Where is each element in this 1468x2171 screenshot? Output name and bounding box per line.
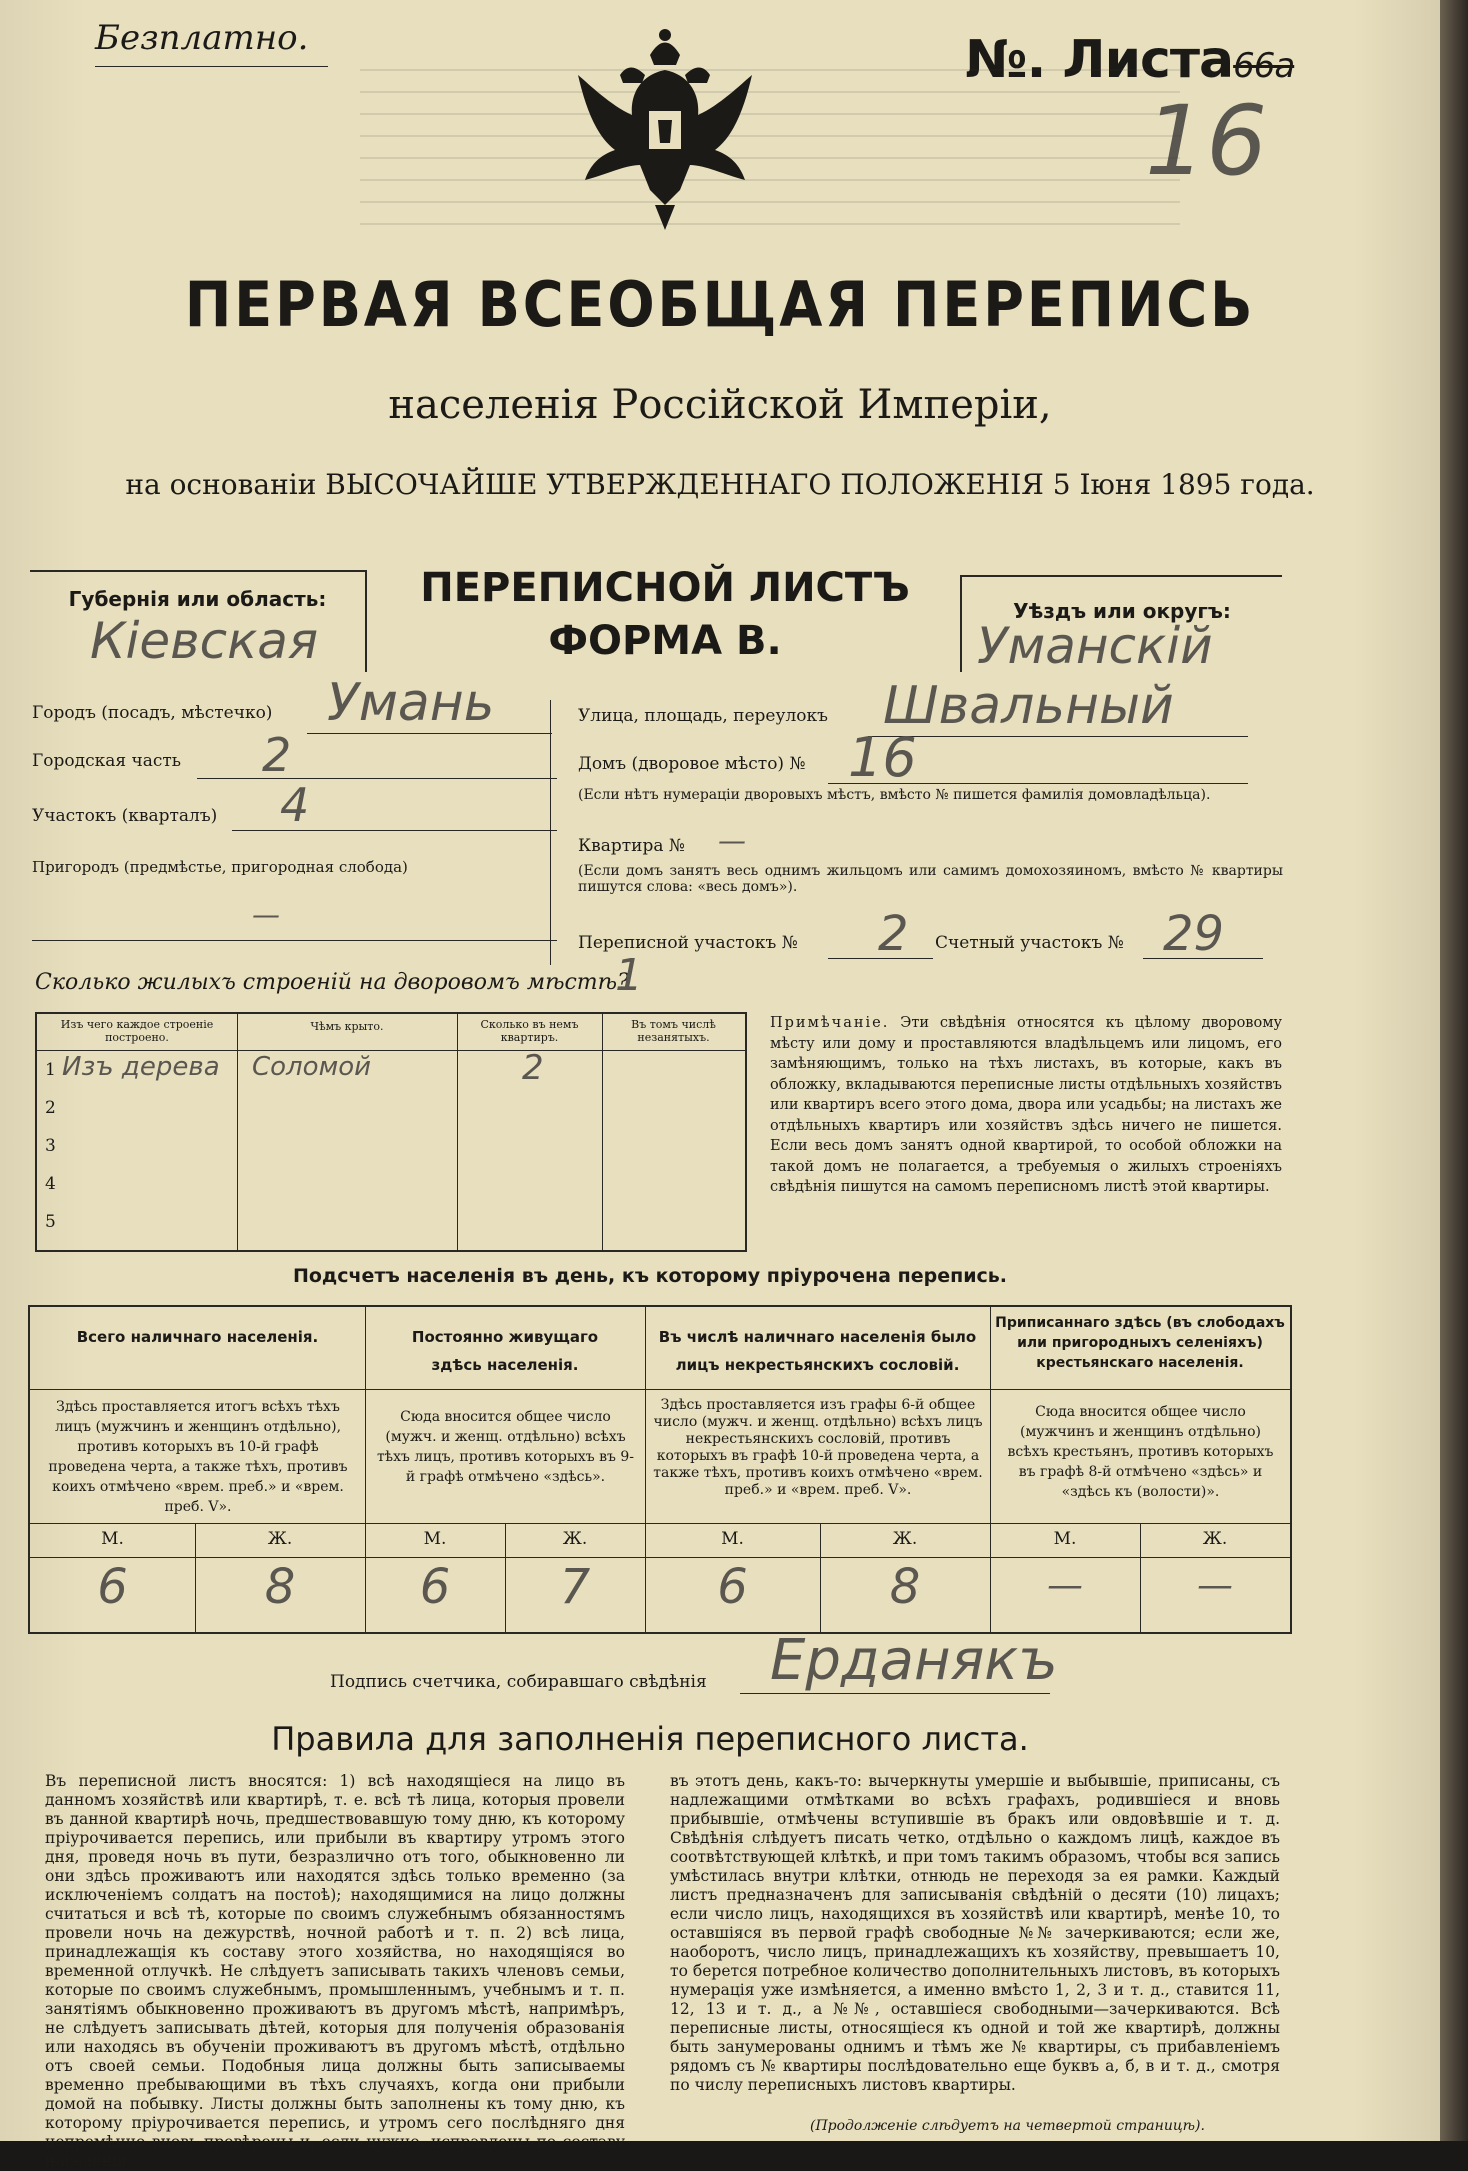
f-label: Ж.	[267, 1529, 293, 1549]
f-label: Ж.	[892, 1529, 918, 1549]
table-row: 3	[45, 1136, 56, 1156]
district-label: Участокъ (кварталъ)	[32, 806, 218, 826]
count-value: —	[1047, 1565, 1083, 1606]
legal-basis: на основаніи ВЫСОЧАЙШЕ УТВЕРЖДЕННАГО ПОЛОЖЕНІЯ 5 Іюня 1895 года.	[125, 468, 1315, 501]
gubernia-box	[30, 570, 367, 672]
count-value: 7	[559, 1559, 591, 1615]
f-label: Ж.	[562, 1529, 588, 1549]
rules-title: Правила для заполненія переписного листа.	[271, 1720, 1029, 1758]
uezd-label: Уѣздъ или округъ:	[1013, 599, 1231, 623]
buildings-header-apartments: Сколько въ немъ квартиръ.	[480, 1018, 579, 1044]
counts-table	[28, 1305, 1292, 1634]
gubernia-value: Кіевская	[90, 612, 319, 670]
rules-column-1: Въ переписной листъ вносятся: 1) всѣ находящіеся на лицо въ данномъ хозяйствѣ или квартирѣ, т. е. всѣ тѣ лица, которыя провели въ данной квартирѣ ночь, предшествовавшую тому дню, къ которому пріурочивается перепись, или прибыли въ квартиру утромъ этого дня, проведя ночь въ пути, безразлично отъ того, обыкновенно ли они здѣсь проживаютъ или находятся здѣсь только временно (за исключеніемъ солдатъ на постоѣ); находящимися на лицо должны считаться и всѣ тѣ, которые по своимъ служебнымъ обязанностямъ провели ночь на дежурствѣ, ночной работѣ и т. п. 2) всѣ лица, принадлежащія къ составу этого хозяйства, но находящіяся во временной отлучкѣ. Не слѣдуетъ записывать такихъ членовъ семьи, которые по своимъ служебнымъ, промышленнымъ, учебнымъ и т. п. занятіямъ обыкновенно проживаютъ въ другомъ мѣстѣ, напримѣръ, не слѣдуетъ записывать дѣтей, которыя для полученія образованія или находясь въ обученіи проживаютъ въ другомъ мѣстѣ, отдѣльно отъ своей семьи. Подобныя лица должны быть записываемы временно пребывающими въ тѣхъ случаяхъ, когда они прибыли домой на побывку. Листы должны быть заполнены къ тому дню, къ которому пріурочивается перепись, и утромъ сего послѣдняго дня непремѣнно вновь провѣрены и, если нужно, исправлены по составу населенія	[45, 1772, 625, 2170]
free-label: Безплатно.	[95, 18, 309, 58]
count-desc-resident: Сюда вносится общее число (мужч. и женщ. отдѣльно) всѣхъ тѣхъ лицъ, противъ которыхъ въ 9-й графѣ отмѣчено «здѣсь».	[376, 1409, 635, 1485]
apartment-note: (Если домъ занятъ весь однимъ жильцомъ или самимъ домохозяиномъ, вмѣсто № квартиры пишутся слова: «весь домъ»).	[578, 863, 1283, 895]
city-part-value: 2	[262, 728, 292, 782]
district-value: 4	[280, 778, 310, 832]
house-value: 16	[848, 726, 917, 789]
house-note: (Если нѣтъ нумераціи дворовыхъ мѣстъ, вмѣсто № пишется фамилія домовладѣльца).	[578, 787, 1211, 803]
count-value: 6	[717, 1559, 748, 1615]
count-desc-present: Здѣсь проставляется итогъ всѣхъ тѣхъ лицъ (мужчинъ и женщинъ отдѣльно), противъ которыхъ въ 10-й графѣ проведена черта, а также тѣхъ, противъ коихъ отмѣчено «врем. преб.» и «врем. преб. V».	[48, 1399, 348, 1515]
count-desc-non-peasant: Здѣсь проставляется изъ графы 6-й общее число (мужч. и женщ. отдѣльно) всѣхъ лицъ некрестьянскихъ сословій, противъ которыхъ въ графѣ 10-й проведена черта, а также тѣхъ, противъ коихъ отмѣчено «врем. преб.» и «врем. преб. V».	[653, 1397, 983, 1498]
buildings-question: Сколько жилыхъ строеній на дворовомъ мѣстѣ?	[35, 970, 629, 995]
count-header-non-peasant: Въ числѣ наличнаго населенія было лицъ некрестьянскихъ сословій.	[658, 1328, 977, 1374]
scan-edge	[1440, 0, 1468, 2141]
table-row: 1 Изъ дерева Соломой 2	[45, 1048, 544, 1088]
address-right	[578, 676, 1298, 968]
house-label: Домъ (дворовое мѣсто) №	[578, 754, 806, 774]
count-value: 6	[419, 1559, 451, 1615]
counts-title: Подсчетъ населенія въ день, къ которому пріурочена перепись.	[292, 1265, 1008, 1287]
page-title: ПЕРВАЯ ВСЕОБЩАЯ ПЕРЕПИСЬ	[184, 268, 1256, 341]
table-row: 2	[45, 1098, 56, 1118]
address-left	[32, 673, 532, 968]
signature-label: Подпись счетчика, собиравшаго свѣдѣнія	[330, 1672, 707, 1692]
count-header-peasant: Приписаннаго здѣсь (въ слободахъ или пригородныхъ селеніяхъ) крестьянскаго населенія.	[995, 1315, 1285, 1371]
bleed-through-text	[360, 65, 1180, 225]
suburb-value: —	[252, 898, 280, 931]
sheet-number-handwritten: 16	[1145, 85, 1268, 197]
m-label: М.	[721, 1529, 744, 1549]
buildings-header-roof: Чѣмъ крыто.	[310, 1020, 384, 1033]
signature-value: Ерданякъ	[770, 1628, 1058, 1693]
rules-column-2: въ этотъ день, какъ-то: вычеркнуты умершіе и выбывшіе, приписаны, съ надлежащими отмѣтками во всѣхъ графахъ, родившіеся и вновь прибывшіе, отмѣчены вступившіе въ бракъ или овдовѣвшіе и т. д. Свѣдѣнія слѣдуетъ писать четко, отдѣльно о каждомъ лицѣ, каждое въ соотвѣтствующей клѣткѣ, и при томъ такимъ образомъ, чтобы вся запись умѣстилась внутри клѣтки, отнюдь не переходя за ея рамки. Каждый листъ предназначенъ для записыванія свѣдѣній о десяти (10) лицахъ; если число лицъ, находящихся въ хозяйствѣ или квартирѣ, менѣе 10, то оставшіяся въ первой графѣ свободные №№ зачеркиваются; если же, наоборотъ, число лицъ, принадлежащихъ къ хозяйству, превышаетъ 10, то берется потребное количество дополнительныхъ листовъ, въ которыхъ нумерація уже измѣняется, а именно вмѣсто 1, 2, 3 и т. д., ставится 11, 12, 13 и т. д., а №№, оставшіеся свободными—зачеркиваются. Всѣ переписные листы, относящіеся къ одной и той же квартирѣ, должны быть занумерованы однимъ и тѣмъ же № квартиры, съ прибавленіемъ рядомъ съ № квартиры послѣдовательно еще буквъ а, б, в и т. д., смотря по числу переписныхъ листовъ квартиры.	[670, 1772, 1280, 2094]
count-value: 8	[264, 1559, 296, 1615]
apartment-value: —	[718, 824, 746, 857]
gubernia-label: Губернія или область:	[68, 587, 327, 611]
count-value: —	[1197, 1565, 1233, 1606]
buildings-note: Примѣчаніе. Эти свѣдѣнія относятся къ цѣлому дворовому мѣсту или дому и проставляются владѣльцемъ или лицомъ, его замѣняющимъ, только на тѣхъ листахъ, въ которые, какъ въ обложку, вкладываются переписные листы отдѣльныхъ хозяйствъ или квартиръ всего этого дома, двора или усадьбы; на листахъ же отдѣльныхъ квартиръ или хозяйствъ здѣсь ничего не пишется. Если весь домъ занятъ одной квартирой, то особой обложки на такой домъ не полагается, а требуемыя о жилыхъ строеніяхъ свѣдѣнія пишутся на самомъ переписномъ листѣ этой квартиры.	[770, 1015, 1283, 1195]
count-area-value: 29	[1163, 906, 1225, 962]
city-label: Городъ (посадъ, мѣстечко)	[32, 703, 273, 723]
m-label: М.	[423, 1529, 447, 1549]
form-name: ПЕРЕПИСНОЙ ЛИСТЪ	[420, 565, 910, 611]
uezd-value: Уманскій	[977, 617, 1213, 675]
form-letter: ФОРМА В.	[548, 618, 782, 664]
imperial-eagle-icon	[570, 15, 760, 240]
rules-continued: (Продолженіе слѣдуетъ на четвертой страницѣ).	[810, 2118, 1205, 2134]
suburb-label: Пригородъ (предмѣстье, пригородная слобода)	[32, 858, 408, 876]
buildings-header-material: Изъ чего каждое строеніе построено.	[60, 1018, 214, 1044]
buildings-table	[35, 1012, 747, 1252]
uezd-box	[960, 575, 1282, 675]
buildings-header-empty: Въ томъ числѣ незанятыхъ.	[631, 1018, 716, 1044]
m-label: М.	[101, 1529, 124, 1549]
city-value: Умань	[327, 673, 495, 733]
census-area-label: Переписной участокъ №	[578, 933, 798, 953]
table-row: 5	[45, 1212, 56, 1232]
count-value: 6	[97, 1559, 128, 1615]
count-area-label: Счетный участокъ №	[935, 933, 1124, 953]
street-label: Улица, площадь, переулокъ	[578, 706, 828, 726]
census-area-value: 2	[878, 906, 909, 962]
city-part-label: Городская часть	[32, 751, 182, 771]
table-row: 4	[45, 1174, 56, 1194]
signature-line	[740, 1693, 1050, 1694]
m-label: М.	[1053, 1529, 1077, 1549]
buildings-answer: 1	[615, 950, 643, 1001]
address-divider	[550, 700, 551, 965]
free-underline	[95, 66, 328, 67]
count-header-present: Всего наличнаго населенія.	[76, 1328, 319, 1346]
street-value: Швальный	[883, 676, 1174, 736]
sheet-number-label: №. Листа66а	[965, 30, 1295, 90]
f-label: Ж.	[1202, 1529, 1228, 1549]
apartment-label: Квартира №	[578, 836, 685, 856]
count-value: 8	[889, 1559, 921, 1615]
count-header-resident: Постоянно живущаго здѣсь населенія.	[411, 1328, 599, 1374]
count-desc-peasant: Сюда вносится общее число (мужчинъ и женщинъ отдѣльно) всѣхъ крестьянъ, противъ которыхъ въ графѣ 8-й отмѣчено «здѣсь» и «здѣсь къ (волости)».	[1007, 1404, 1274, 1500]
page-subtitle: населенія Россійской Имперіи,	[388, 382, 1052, 428]
